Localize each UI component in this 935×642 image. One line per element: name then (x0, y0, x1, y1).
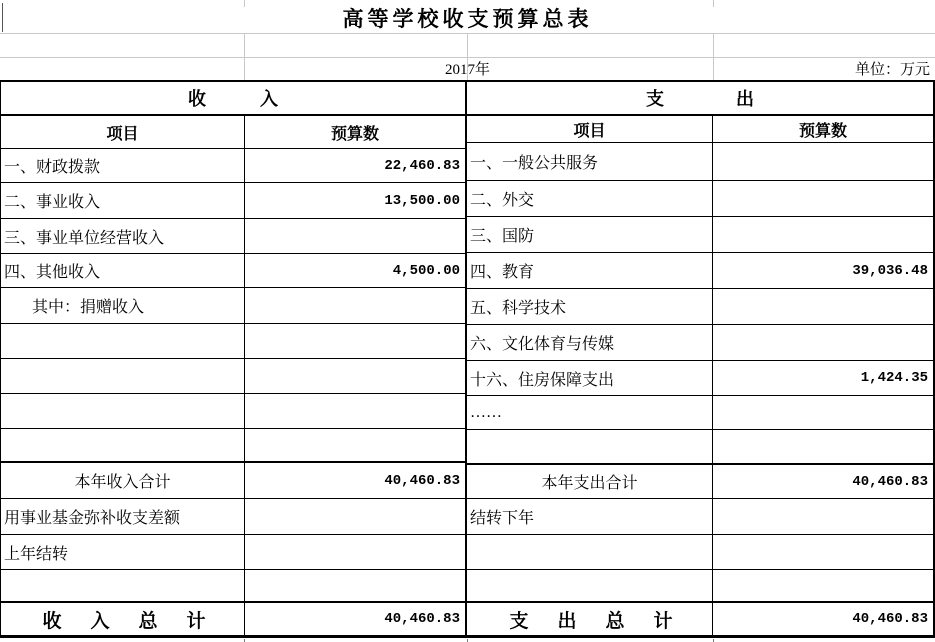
cell-label: 本年支出合计 (467, 465, 713, 498)
unit-label: 单位：万元 (854, 62, 930, 78)
subtotal-row (467, 465, 933, 499)
subtotal-row (1, 463, 465, 499)
cell-value: 40,460.83 (852, 611, 928, 627)
cell-label: 收 入 总 计 (1, 603, 245, 635)
cell-label (467, 430, 713, 463)
cell-label: …… (467, 396, 713, 429)
cell-value: 22,460.83 (384, 157, 460, 174)
cell-value (713, 396, 933, 429)
table-row (467, 181, 933, 217)
cell-value: 13,500.00 (384, 192, 460, 209)
col-header-item: 项目 (1, 116, 245, 148)
cell-value (713, 499, 933, 534)
cell-label: 五、科学技术 (467, 289, 713, 324)
cell-value (245, 219, 465, 253)
cell-label: 二、外交 (467, 181, 713, 216)
table-row (1, 254, 465, 288)
cell-value (245, 570, 465, 601)
table-row (1, 429, 465, 463)
cell-value (713, 217, 933, 252)
income-table (0, 80, 467, 638)
grand-total-row (467, 603, 933, 638)
cell-label: 一、财政拨款 (1, 149, 245, 182)
table-row (467, 325, 933, 361)
table-row (467, 499, 933, 535)
cell-value: 1,424.35 (860, 370, 928, 386)
table-row (467, 361, 933, 396)
cell-value (245, 324, 465, 358)
cell-label: 二、事业收入 (1, 183, 245, 218)
cell-label: 上年结转 (1, 535, 245, 569)
cell-value: 4,500.00 (392, 262, 460, 279)
table-row (1, 499, 465, 535)
table-row (1, 570, 465, 603)
expense-column-header-row (467, 116, 933, 143)
table-row (467, 396, 933, 430)
cell-label (1, 429, 245, 461)
cell-label (1, 359, 245, 393)
cell-label (467, 535, 713, 569)
cell-value (713, 181, 933, 216)
cell-value (713, 143, 933, 180)
table-row (1, 535, 465, 570)
cell-label: 本年收入合计 (1, 463, 245, 498)
table-row (1, 149, 465, 183)
cell-label: 一、一般公共服务 (467, 143, 713, 180)
cell-value (245, 535, 465, 569)
table-row (1, 324, 465, 359)
cell-value: 40,460.83 (384, 611, 460, 627)
cell-label: 三、国防 (467, 217, 713, 252)
page-title: 高等学校收支预算总表 (342, 6, 593, 31)
table-row (467, 535, 933, 570)
table-row (467, 430, 933, 465)
cell-label: 四、教育 (467, 253, 713, 288)
table-row (467, 217, 933, 253)
cell-label: 支 出 总 计 (467, 603, 713, 635)
table-row (1, 288, 465, 324)
table-row (467, 253, 933, 289)
cell-value (245, 499, 465, 534)
expense-section-header: 支 出 (467, 82, 933, 116)
cell-value (245, 288, 465, 323)
col-header-item: 项目 (467, 116, 713, 142)
cell-label (1, 324, 245, 358)
income-section-header: 收 入 (1, 82, 465, 116)
cell-value (713, 430, 933, 463)
cell-label: 其中：捐赠收入 (1, 288, 245, 323)
cell-label: 十六、住房保障支出 (467, 361, 713, 395)
cell-value (245, 429, 465, 461)
table-row (1, 183, 465, 219)
cell-value (713, 570, 933, 601)
expense-table (467, 80, 935, 638)
cell-label: 四、其他收入 (1, 254, 245, 287)
table-row (1, 359, 465, 394)
cell-value (245, 394, 465, 428)
cell-value (713, 535, 933, 569)
col-header-amount: 预算数 (330, 125, 379, 143)
cell-label (467, 570, 713, 601)
cell-label (1, 570, 245, 601)
cell-label: 三、事业单位经营收入 (1, 219, 245, 253)
cell-value (713, 325, 933, 360)
cell-value: 40,460.83 (384, 472, 460, 489)
year-label: 2017年 (444, 62, 490, 78)
income-column-header-row (1, 116, 465, 149)
table-row (467, 570, 933, 603)
cell-value (713, 289, 933, 324)
cell-value: 40,460.83 (852, 473, 928, 490)
col-header-amount: 预算数 (798, 122, 847, 140)
cell-label: 六、文化体育与传媒 (467, 325, 713, 360)
cell-label (1, 394, 245, 428)
cell-value (245, 359, 465, 393)
cell-label: 结转下年 (467, 499, 713, 534)
table-row (467, 143, 933, 181)
table-row (467, 289, 933, 325)
table-row (1, 394, 465, 429)
cell-label: 用事业基金弥补收支差额 (1, 499, 245, 534)
table-row (1, 219, 465, 254)
grand-total-row (1, 603, 465, 638)
cell-value: 39,036.48 (852, 262, 928, 279)
